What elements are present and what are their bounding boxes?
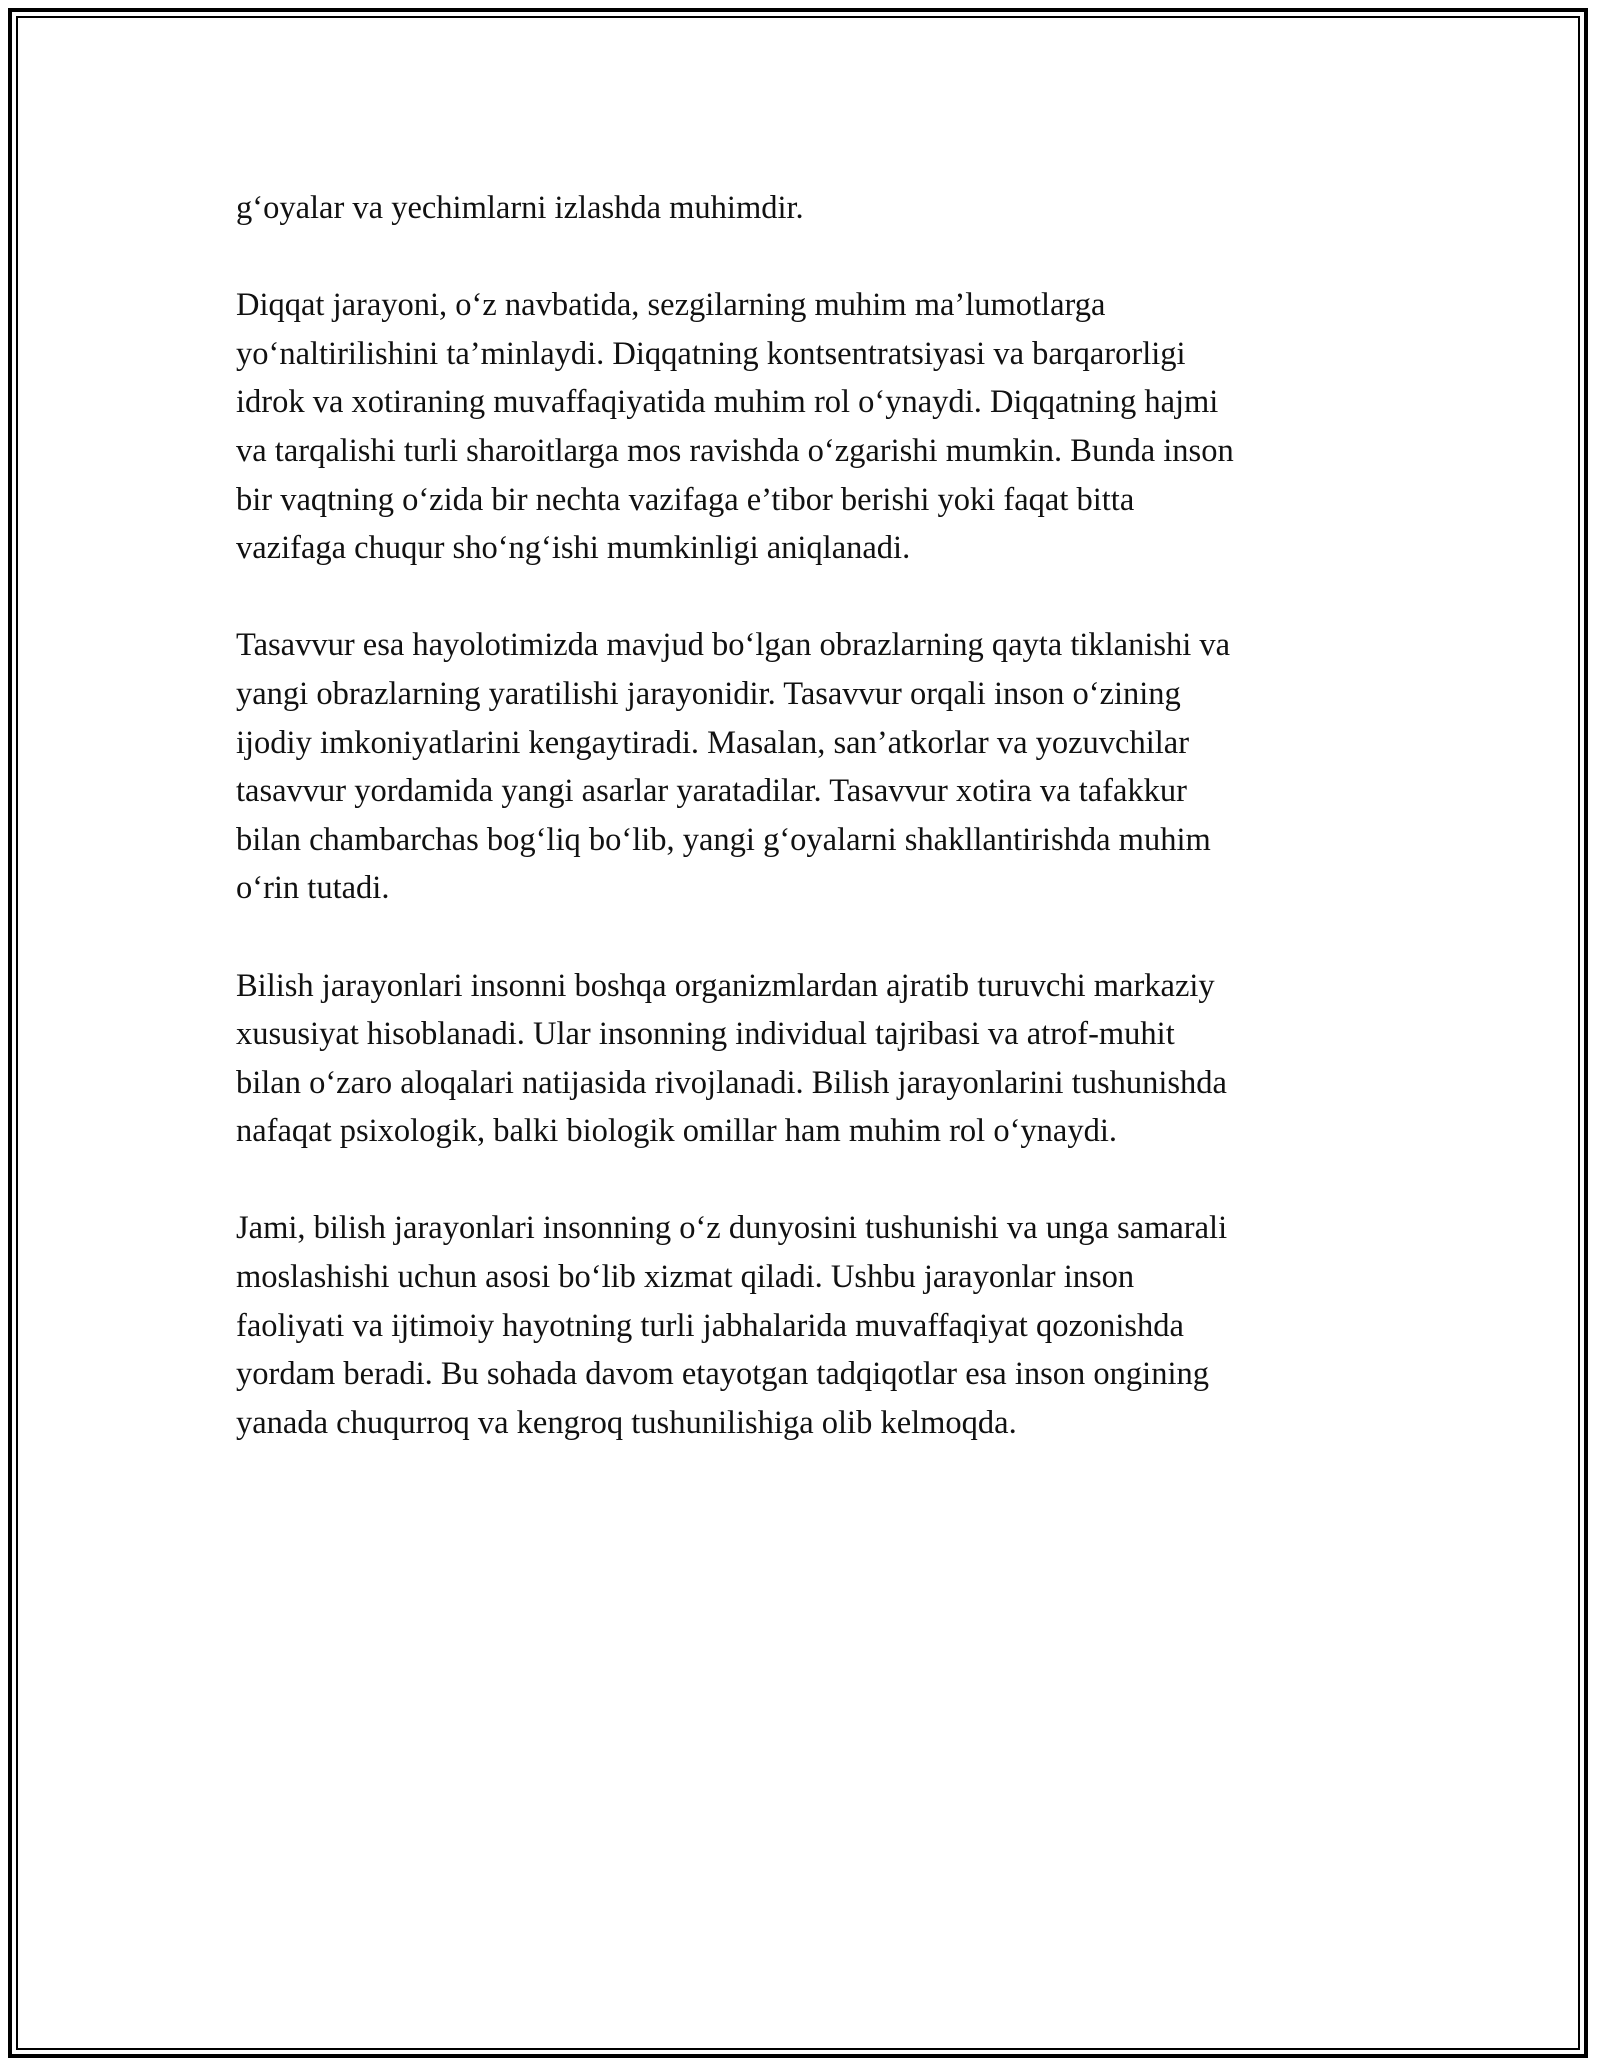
text-line: g‘oyalar va yechimlarni izlashda muhimdir. <box>236 190 804 226</box>
document-body <box>236 184 1371 1496</box>
text-line: idrok va xotiraning muvaffaqiyatida muhim rol o‘ynaydi. Diqqatning hajmi <box>236 384 1219 421</box>
text-line: bilan o‘zaro aloqalari natijasida rivojlanadi. Bilish jarayonlarini tushunishda <box>236 1064 1227 1101</box>
paragraph <box>236 1204 1371 1447</box>
text-line: bir vaqtning o‘zida bir nechta vazifaga e’tibor berishi yoki faqat bitta <box>236 481 1135 518</box>
text-line: Diqqat jarayoni, o‘z navbatida, sezgilarning muhim ma’lumotlarga <box>236 287 1106 324</box>
text-line: xususiyat hisoblanadi. Ular insonning individual tajribasi va atrof-muhit <box>236 1016 1175 1053</box>
text-line: yanada chuqurroq va kengroq tushunilishiga olib kelmoqda. <box>236 1404 1017 1441</box>
paragraph <box>236 962 1371 1156</box>
text-line: o‘rin tutadi. <box>236 870 390 907</box>
text-line: moslashishi uchun asosi bo‘lib xizmat qiladi. Ushbu jarayonlar inson <box>236 1259 1135 1296</box>
text-line: Tasavvur esa hayolotimizda mavjud bo‘lgan obrazlarning qayta tiklanishi va <box>236 627 1231 664</box>
text-line: tasavvur yordamida yangi asarlar yaratadilar. Tasavvur xotira va tafakkur <box>236 773 1187 810</box>
text-line: yo‘naltirilishini ta’minlaydi. Diqqatning kontsentratsiyasi va barqarorligi <box>236 335 1186 372</box>
text-line: yordam beradi. Bu sohada davom etayotgan tadqiqotlar esa inson ongining <box>236 1356 1209 1393</box>
text-line: yangi obrazlarning yaratilishi jarayonidir. Tasavvur orqali inson o‘zining <box>236 675 1181 712</box>
text-line: Jami, bilish jarayonlari insonning o‘z dunyosini tushunishi va unga samarali <box>236 1210 1228 1247</box>
text-line: nafaqat psixologik, balki biologik omillar ham muhim rol o‘ynaydi. <box>236 1113 1117 1150</box>
text-line: faoliyati va ijtimoiy hayotning turli jabhalarida muvaffaqiyat qozonishda <box>236 1307 1184 1344</box>
text-line: ijodiy imkoniyatlarini kengaytiradi. Masalan, san’atkorlar va yozuvchilar <box>236 724 1190 761</box>
text-line: va tarqalishi turli sharoitlarga mos ravishda o‘zgarishi mumkin. Bunda inson <box>236 432 1234 469</box>
text-line: vazifaga chuqur sho‘ng‘ishi mumkinligi aniqlanadi. <box>236 530 911 567</box>
paragraph <box>236 621 1371 913</box>
text-line: bilan chambarchas bog‘liq bo‘lib, yangi g‘oyalarni shakllantirishda muhim <box>236 821 1211 858</box>
paragraph <box>236 281 1371 573</box>
text-line: Bilish jarayonlari insonni boshqa organizmlardan ajratib turuvchi markaziy <box>236 967 1215 1004</box>
paragraph <box>236 184 1371 233</box>
